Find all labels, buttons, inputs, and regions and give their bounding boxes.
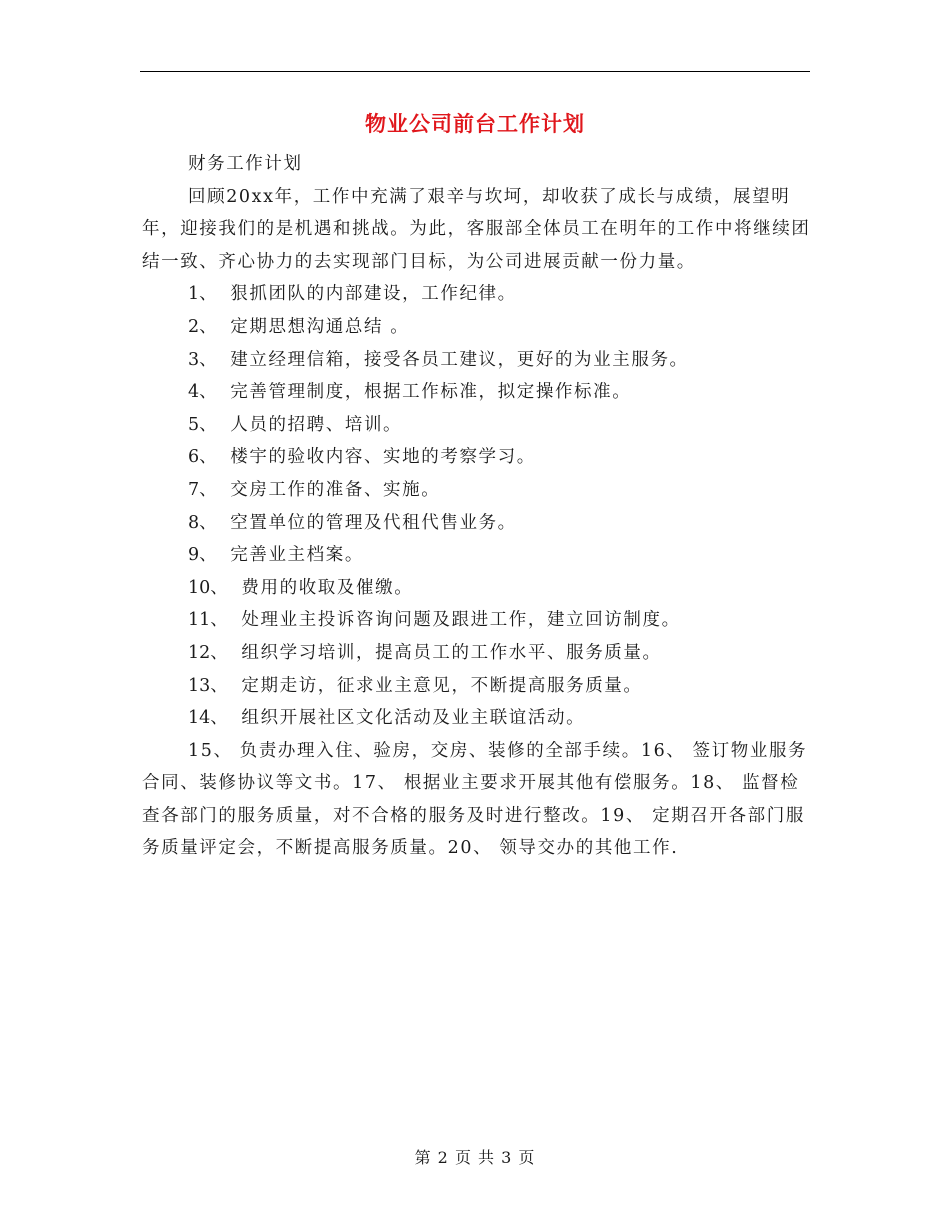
list-item: 10、 费用的收取及催缴。	[188, 577, 414, 598]
closing-paragraph: 15、 负责办理入住、验房，交房、装修的全部手续。16、 签订物业服务合同、装修协议等文书。17、 根据业主要求开展其他有偿服务。18、 监督检查各部门的服务质量，对不合格的服务及时进行整改。19、 定期召开各部门服务质量评定会，不断提高服务质量。20、 领导交办的其他工作.	[142, 740, 808, 859]
page-number: 第 2 页 共 3 页	[414, 1148, 536, 1167]
list-item: 9、 完善业主档案。	[188, 545, 364, 566]
list-item: 13、 定期走访，征求业主意见，不断提高服务质量。	[188, 675, 643, 696]
document-body	[142, 148, 812, 865]
list-item: 3、 建立经理信箱，接受各员工建议，更好的为业主服务。	[188, 349, 689, 370]
list-item: 2、 定期思想沟通总结 。	[188, 316, 410, 337]
list-item: 11、 处理业主投诉咨询问题及跟进工作，建立回访制度。	[188, 610, 681, 631]
list-item: 12、 组织学习培训，提高员工的工作水平、服务质量。	[188, 642, 662, 663]
intro-paragraph: 回顾20xx年，工作中充满了艰辛与坎坷，却收获了成长与成绩，展望明年，迎接我们的是机遇和挑战。为此，客服部全体员工在明年的工作中将继续团结一致、齐心协力的去实现部门目标，为公司进展贡献一份力量。	[142, 186, 811, 272]
document-title: 物业公司前台工作计划	[365, 111, 585, 136]
list-item: 1、 狠抓团队的内部建设，工作纪律。	[188, 284, 517, 305]
list-item: 5、 人员的招聘、培训。	[188, 414, 403, 435]
section-heading: 财务工作计划	[188, 154, 303, 174]
list-item: 14、 组织开展社区文化活动及业主联谊活动。	[188, 708, 586, 729]
list-item: 7、 交房工作的准备、实施。	[188, 479, 441, 500]
list-item: 4、 完善管理制度，根据工作标准，拟定操作标准。	[188, 382, 632, 403]
list-item: 6、 楼宇的验收内容、实地的考察学习。	[188, 447, 536, 468]
list-item: 8、 空置单位的管理及代租代售业务。	[188, 512, 517, 533]
header-rule	[140, 71, 810, 72]
task-list	[142, 278, 812, 734]
